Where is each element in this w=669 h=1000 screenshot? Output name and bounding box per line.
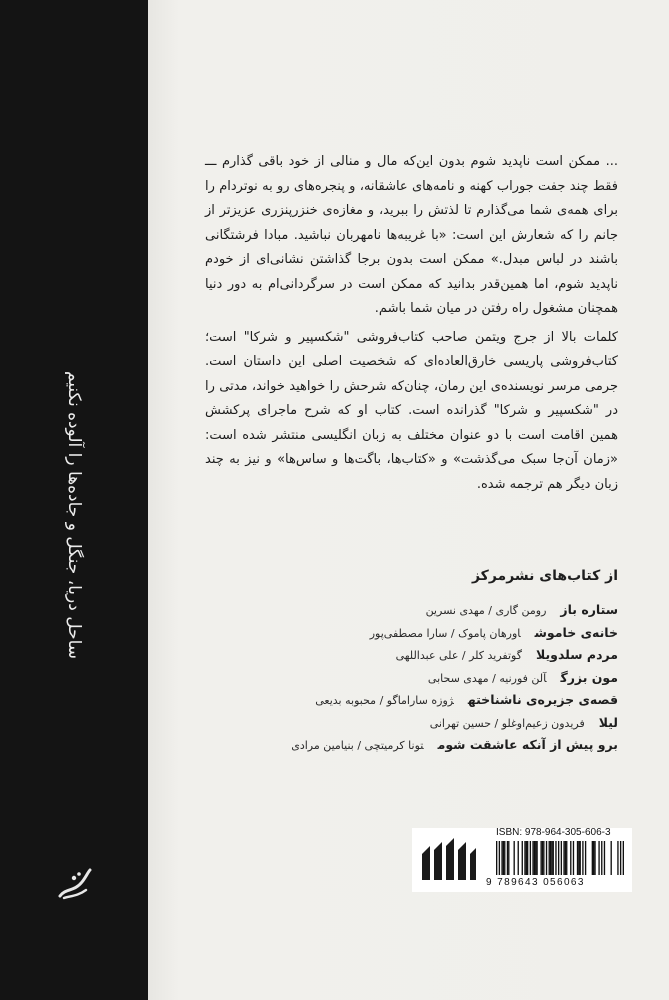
barcode-bar [503,841,504,875]
barcode-bar [499,841,500,875]
related-book-authors: فریدون زعیم‌اوغلو / حسین تهرانی [429,716,585,730]
related-book-authors: اورهان پاموک / سارا مصطفی‌پور [369,626,521,640]
barcode-bar [592,841,593,875]
barcode-bar [551,841,552,875]
barcode-bar [546,841,547,875]
barcode-bar [566,841,567,875]
barcode-bar [518,841,519,875]
barcode-bar [535,841,536,875]
barcode-bar [501,841,502,875]
related-book-item [300,643,618,666]
blurb-quote: ... ممکن است ناپدید شوم بدون این‌که مال و منالی از خود باقی گذارم ـــ فقط چند جفت جوراب کهنه و نامه‌های عاشقانه، و پنجره‌های رو به نوتردام را برای همه‌ی شما می‌گذارم تا لذتش را ببرید، و مغازه‌ی خنزرپنزری عزیزتر از جانم را که شعارش این است: «با غریبه‌ها نامهربان نباشید. مبادا فرشتگانی باشند در لباس مبدل.» ممکن است بدون برجا گذاشتن نشانی‌ای از خودم ناپدید شوم، اما همین‌قدر بدانید که ممکن است در سرگردانی‌ام به دور دنیا همچنان مشغول راه رفتن در میان شما باشم. [205,154,618,316]
barcode-bar [514,841,515,875]
barcode-bar [524,841,525,875]
related-book-item [300,598,618,621]
barcode-bar [527,841,528,875]
barcode-bar [526,841,527,875]
related-book-item [300,711,618,734]
barcode-bar [598,841,599,875]
related-book-title: قصه‌ی جزیره‌ی ناشناخته [467,692,618,707]
barcode-bar [555,841,556,875]
blurb-description: کلمات بالا از جرج ویتمن صاحب کتاب‌فروشی "شکسپیر و شرکا" است؛ کتاب‌فروشی پاریسی خارق‌العاده‌ای که شخصیت اصلی این داستان است. جرمی مرسر نویسنده‌ی این رمان، چنان‌که شرحش را خواهید خواند، مدتی را در "شکسپیر و شرکا" گذرانده است. کتاب او که شرح ماجرای پرکشش همین اقامت است با دو عنوان مختلف به زبان انگلیسی منتشر شده است: «زمان آن‌جا سبک می‌گذشت» و «کتاب‌ها، باگت‌ها و ساس‌ها» و نیز به چند زبان دیگر هم ترجمه شده. [205,329,618,492]
spine-title: ساحل دریا، جنگل و جاده‌ها را آلوده نکنیم [64,370,84,660]
barcode-bar [504,841,505,875]
barcode-bar [578,841,579,875]
barcode-bar [582,841,583,875]
barcode-bar [549,841,550,875]
barcode-bar [617,841,618,875]
book-spine [0,0,148,1000]
barcode-bar [593,841,594,875]
barcode-bar [604,841,605,875]
related-book-item [291,733,618,756]
related-book-item [300,621,618,644]
back-cover-blurb [205,150,618,497]
related-book-item [300,688,618,711]
isbn-text: ISBN: 978-964-305-606-3 [496,827,611,838]
barcode-bar [543,841,544,875]
publisher-calligraphy-logo-icon [52,862,96,906]
related-book-authors: آلن فورنیه / مهدی سحابی [427,671,547,685]
barcode-number: 9 789643 056063 [486,877,585,888]
barcode-bar [563,841,564,875]
related-book-item [300,666,618,689]
related-book-title: خانه‌ی خاموش [534,624,618,640]
barcode-bar [577,841,578,875]
barcode-bar [536,841,537,875]
barcode-bar [623,841,624,875]
related-books-list [291,598,618,756]
barcode-bar [496,841,497,875]
barcode-bar [620,841,621,875]
barcode-bar [580,841,581,875]
related-book-title: مون بزرگ [560,669,618,685]
barcode-bar [558,841,559,875]
barcode-bar [573,841,574,875]
related-book-title: مردم سلدویلا [535,647,618,662]
barcode-bar [565,841,566,875]
barcode-bar [542,841,543,875]
related-books-heading: از کتاب‌های نشرمرکز [471,568,618,584]
barcode-bar [561,841,562,875]
barcode-bar [530,841,531,875]
related-book-title: برو پیش از آنکه عاشقت شوم [437,737,618,752]
barcode-bar [611,841,612,875]
barcode-bar [507,841,508,875]
barcode-bar [585,841,586,875]
barcode [496,841,624,875]
related-book-authors: تونا کرمیتچی / بنیامین مرادی [291,739,424,752]
barcode-bar [508,841,509,875]
publisher-logo-icon [418,836,478,882]
barcode-bar [550,841,551,875]
barcode-bar [594,841,595,875]
related-book-title: لیلا [598,714,618,730]
barcode-bar [540,841,541,875]
related-book-title: ستاره باز [560,602,618,617]
related-book-authors: گوتفرید کلر / علی عبداللهی [395,649,522,662]
barcode-bar [522,841,523,875]
related-book-authors: ژوزه ساراماگو / محبوبه بدیعی [315,694,454,707]
related-book-authors: رومن گاری / مهدی نسرین [425,604,547,617]
barcode-bar [601,841,602,875]
barcode-bar [532,841,533,875]
barcode-bar [570,841,571,875]
barcode-bar [534,841,535,875]
barcode-bar [553,841,554,875]
